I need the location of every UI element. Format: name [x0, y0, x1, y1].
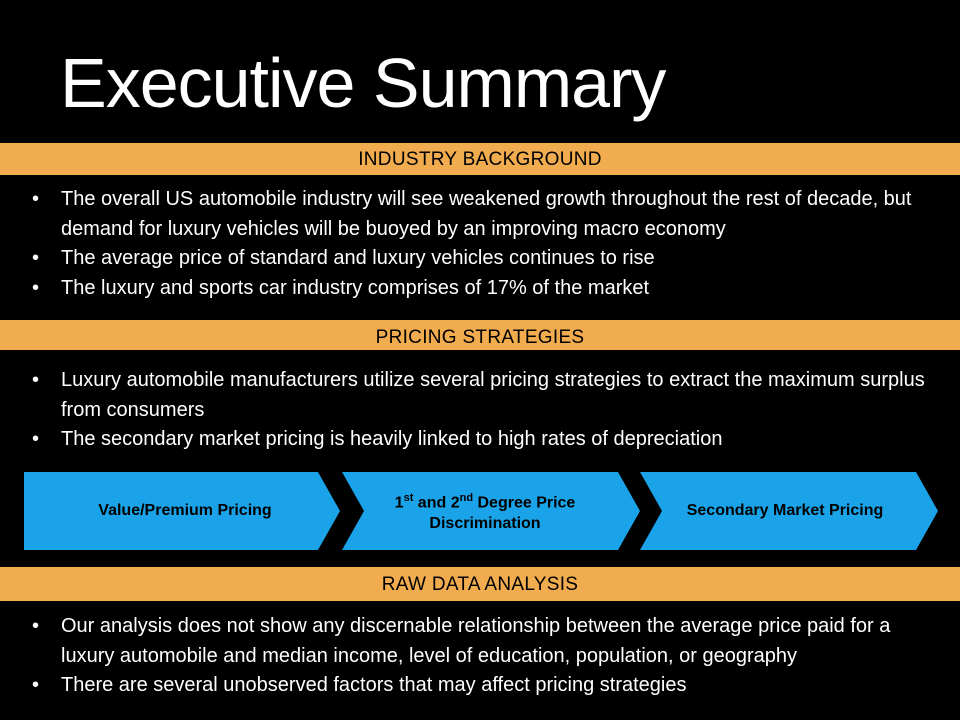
step-label-value-premium-pricing: Value/Premium Pricing: [98, 502, 272, 519]
step2-text-c: Degree Price Discrimination: [429, 494, 576, 532]
step2-sup-b: nd: [459, 492, 474, 505]
section-header-pricing-strategies: PRICING STRATEGIES: [0, 320, 960, 350]
bullet-item: • The secondary market pricing is heavily linked to high rates of depreciation: [0, 425, 940, 455]
bullet-item: • The average price of standard and luxury vehicles continues to rise: [0, 244, 940, 274]
bullet-item: • The overall US automobile industry will see weakened growth throughout the rest of decade, but demand for luxury vehicles will be buoyed by an improving macro economy: [0, 185, 940, 244]
industry-bullet-list: [0, 185, 940, 303]
bullet-item: • There are several unobserved factors that may affect pricing strategies: [0, 671, 940, 701]
step2-text-a: 1: [394, 494, 404, 512]
pricing-bullet-list: [0, 366, 940, 455]
bullet-item: • Luxury automobile manufacturers utilize several pricing strategies to extract the maximum surplus from consumers: [0, 366, 940, 425]
step2-text-b: and 2: [413, 494, 460, 512]
section-header-industry-background: INDUSTRY BACKGROUND: [0, 143, 960, 175]
step-label-secondary-market-pricing: Secondary Market Pricing: [686, 502, 884, 519]
slide-title: Executive Summary: [60, 44, 666, 122]
raw-data-bullet-list: [0, 612, 940, 701]
step2-sup-a: st: [403, 492, 414, 505]
pricing-process-flow: [0, 472, 960, 550]
bullet-item: • Our analysis does not show any discernable relationship between the average price paid for a luxury automobile and median income, level of education, population, or geography: [0, 612, 940, 671]
bullet-item: • The luxury and sports car industry comprises of 17% of the market: [0, 274, 940, 304]
step-label-price-discrimination: [350, 472, 620, 550]
section-header-raw-data-analysis: RAW DATA ANALYSIS: [0, 567, 960, 601]
